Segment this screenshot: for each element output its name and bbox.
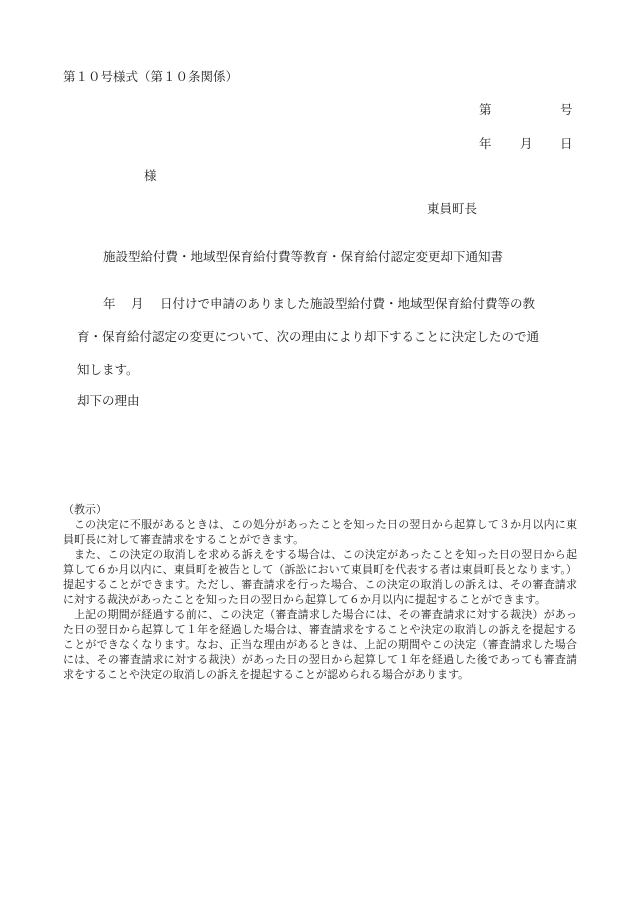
body-line-2: 育・保育給付認定の変更について、次の理由により却下することに決定したので通 (77, 329, 540, 344)
notes-paragraph: この決定に不服があるときは、この処分があったことを知った日の翌日から起算して３か月以内に東員町長に対して審査請求をすることができます。 (63, 518, 577, 546)
body-date-year: 年 (103, 296, 116, 311)
notes-heading: （教示） (63, 503, 107, 516)
notes-paragraph: また、この決定の取消しを求める訴えをする場合は、この決定があったことを知った日の翌日から起算して６か月以内に、東員町を被告として（訴訟において東員町を代表する者は東員町長となります。）提起することができます。ただし、審査請求を行った場合、この決定の取消しの訴えは、その審査請求に対する裁決があったことを知った日の翌日から起算して６か月以内に提起することができます。 (63, 548, 577, 606)
reason-label: 却下の理由 (77, 393, 140, 408)
document-title: 施設型給付費・地域型保育給付費等教育・保育給付認定変更却下通知書 (103, 249, 504, 264)
addressee-suffix: 様 (144, 168, 157, 183)
date-month: 月 (520, 136, 533, 151)
body-line-1: 日付けで申請のありました施設型給付費・地域型保育給付費等の教 (160, 296, 536, 311)
body-date-month: 月 (131, 296, 144, 311)
number-dai: 第 (479, 102, 492, 117)
body-line-3: 知します。 (77, 362, 139, 377)
notes-paragraph: 上記の期間が経過する前に、この決定（審査請求した場合には、その審査請求に対する裁決）があった日の翌日から起算して１年を経過した場合は、審査請求をすることや決定の取消しの訴えを提起することができなくなります。なお、正当な理由があるときは、上記の期間やこの決定（審査請求した場合には、その審査請求に対する裁決）があった日の翌日から起算して１年を経過した後であっても審査請求をすることや決定の取消しの訴えを提起することが認められる場合があります。 (63, 608, 577, 681)
date-day: 日 (560, 136, 573, 151)
form-label: 第１０号様式（第１０条関係） (63, 69, 239, 84)
instruction-notes (63, 502, 577, 682)
date-year: 年 (479, 136, 492, 151)
number-go: 号 (560, 102, 573, 117)
issuer: 東員町長 (427, 201, 478, 216)
